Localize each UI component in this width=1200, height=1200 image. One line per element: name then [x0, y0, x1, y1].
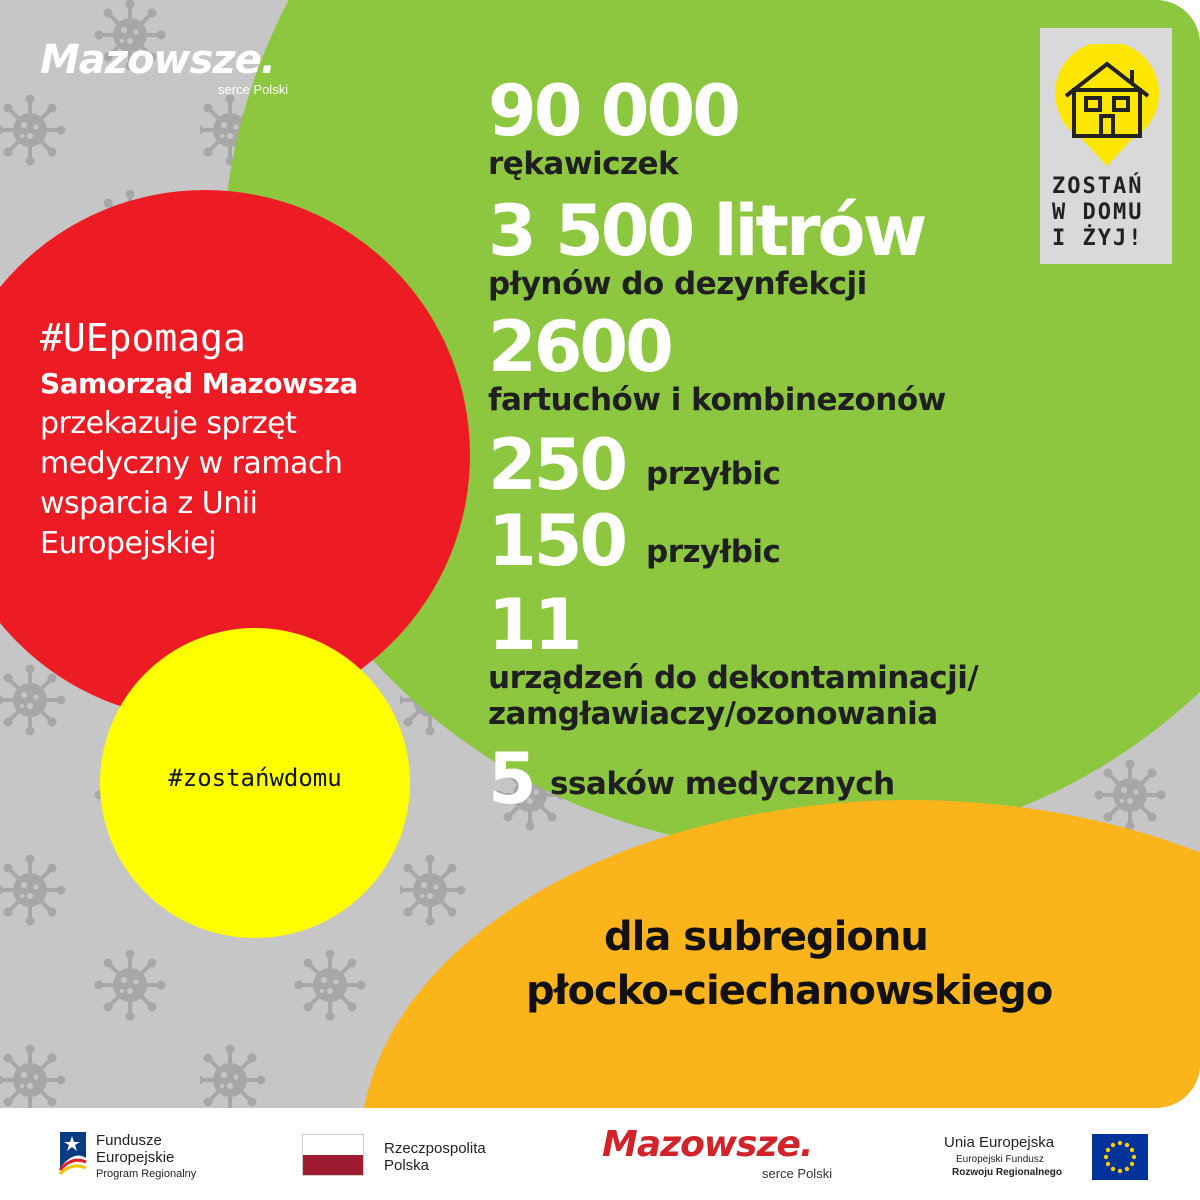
badge-line-3: I ŻYJ! [1052, 226, 1144, 251]
badge-line-1: ZOSTAŃ [1052, 174, 1144, 199]
eu-stars-icon [1092, 1134, 1148, 1180]
eu-title: Unia Europejska [944, 1134, 1055, 1151]
zostanwdomu-hashtag: #zostańwdomu [168, 764, 342, 792]
stat-label: przyłbic [646, 534, 781, 570]
stat-disinfectant [488, 190, 925, 302]
stat-value: 11 [488, 584, 580, 666]
stat-suction [488, 738, 534, 820]
stat-label-line-2: zamgławiaczy/ozonowania [488, 696, 938, 732]
flag-white-stripe [303, 1135, 363, 1155]
red-text-line-2: przekazuje sprzęt [40, 406, 297, 441]
stat-value: 90 000 [488, 70, 738, 152]
footer-mazowsze-logo: Mazowsze. [602, 1124, 813, 1165]
fe-title-1: Fundusze [96, 1132, 162, 1149]
eu-subtitle-1: Europejski Fundusz [956, 1154, 1044, 1165]
stat-value: 250 [488, 424, 626, 506]
subregion-line-1: dla subregionu [604, 914, 928, 960]
red-circle-text [40, 312, 460, 564]
stat-label-line-1: urządzeń do dekontaminacji/ [488, 660, 979, 696]
flag-red-stripe [303, 1155, 363, 1175]
badge-line-2: W DOMU [1052, 200, 1144, 225]
footer-logo-tagline: serce Polski [762, 1166, 833, 1181]
fe-subtitle: Program Regionalny [96, 1168, 197, 1180]
uepomaga-hashtag: #UEpomaga [40, 316, 246, 360]
stat-label: fartuchów i kombinezonów [488, 382, 946, 418]
stat-label: rękawiczek [488, 146, 679, 182]
red-text-line-5: Europejskiej [40, 526, 216, 561]
polish-flag-icon [302, 1134, 364, 1176]
red-text-line-4: wsparcia z Unii [40, 486, 258, 521]
stat-label: przyłbic [646, 456, 781, 492]
stat-label: ssaków medycznych [550, 766, 895, 802]
rp-line-2: Polska [384, 1157, 430, 1174]
stat-gloves [488, 70, 738, 182]
stat-label: płynów do dezynfekcji [488, 266, 867, 302]
mazowsze-logo [40, 37, 289, 97]
stat-aprons [488, 306, 946, 418]
stat-decontamination [488, 584, 979, 732]
stat-value: 5 [488, 738, 534, 820]
stat-visors-150 [488, 500, 626, 582]
samorzad-heading: Samorząd Mazowsza [40, 367, 358, 400]
stat-value: 150 [488, 500, 626, 582]
stat-value: 3 500 litrów [488, 190, 925, 272]
logo-wordmark: Mazowsze. [40, 37, 275, 83]
fundusze-europejskie-icon [54, 1130, 88, 1180]
subregion-text [526, 910, 1052, 1018]
logo-tagline: serce Polski [218, 82, 289, 97]
eu-flag-icon [1092, 1134, 1148, 1180]
footer-logos [0, 1108, 1200, 1200]
stat-value: 2600 [488, 306, 671, 388]
stat-visors-250 [488, 424, 626, 506]
eu-subtitle-2: Rozwoju Regionalnego [952, 1167, 1062, 1178]
house-pin-icon [1052, 44, 1162, 168]
subregion-line-2: płocko-ciechanowskiego [526, 968, 1053, 1014]
fe-title-2: Europejskie [96, 1149, 175, 1166]
red-text-line-3: medyczny w ramach [40, 446, 343, 481]
rp-line-1: Rzeczpospolita [384, 1140, 486, 1157]
